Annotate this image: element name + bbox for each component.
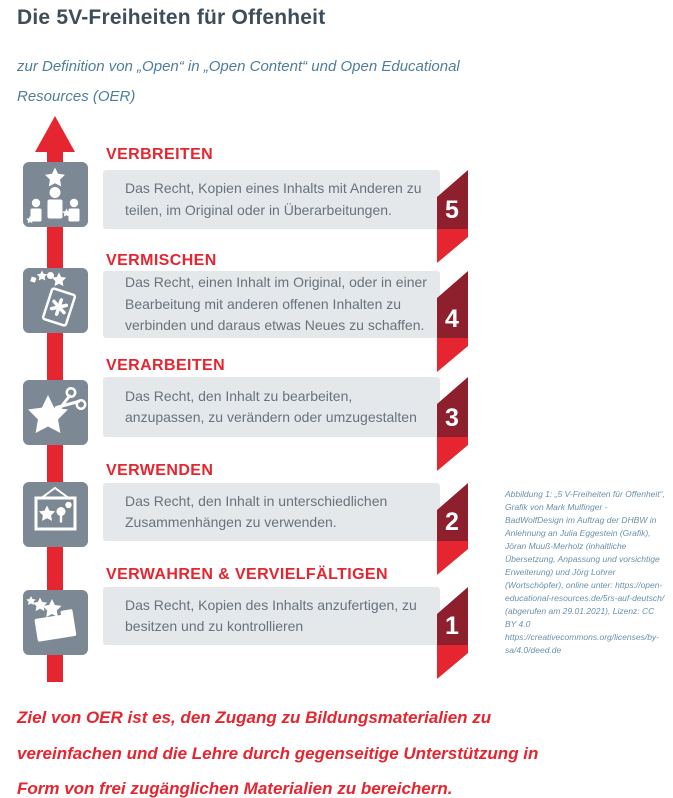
section-textbox bbox=[103, 587, 440, 645]
attribution-caption bbox=[505, 488, 667, 657]
section-text: Das Recht, Kopien des Inhalts anzufertigen, zu besitzen und zu kontrollieren bbox=[125, 596, 417, 634]
caption-text-1: Abbildung 1: „5 V-Freiheiten für Offenheit“, Grafik von Mark Mulfinger - BadWolfDesign im Auftrag der DHBW in Anlehnung an Julia Eggestein (Grafik), Jöran Muuß-Merholz (inhaltliche Übersetzung, Anpassung und vorsichtige Erweiterung) und Jörg Lohrer (Wortschöpfer), online unter: https://open-educational-resources.de/5rs-auf-deutsch/ bbox=[505, 489, 665, 603]
page-subtitle: zur Definition von „Open“ in „Open Content“ und Open Educational Resources (OER) bbox=[17, 58, 460, 105]
folder-stars-icon bbox=[23, 590, 88, 655]
number-ribbon bbox=[437, 271, 468, 372]
number-ribbon bbox=[437, 377, 468, 471]
people-sharing-star-icon bbox=[23, 162, 88, 227]
ribbon-number: 5 bbox=[445, 196, 459, 224]
number-ribbon bbox=[437, 170, 468, 263]
number-ribbon bbox=[437, 483, 468, 575]
scissors-star-icon bbox=[23, 380, 88, 445]
section-textbox bbox=[103, 170, 440, 229]
section-heading-vermischen: VERMISCHEN bbox=[106, 252, 217, 269]
mixing-document-icon bbox=[23, 268, 88, 333]
picture-frame-icon bbox=[23, 482, 88, 547]
section-heading-verbreiten: VERBREITEN bbox=[106, 146, 214, 163]
page-title: Die 5V-Freiheiten für Offenheit bbox=[17, 6, 326, 29]
up-arrow-head-icon bbox=[35, 116, 75, 152]
ribbon-number: 4 bbox=[445, 305, 459, 333]
ribbon-number: 2 bbox=[445, 508, 459, 536]
ribbon-number: 1 bbox=[445, 612, 459, 640]
number-ribbon bbox=[437, 587, 468, 679]
section-text: Das Recht, einen Inhalt im Original, oder in einer Bearbeitung mit anderen offenen Inhalten zu verbinden und daraus etwas Neues zu schaffen. bbox=[125, 274, 427, 334]
section-text: Das Recht, den Inhalt in unterschiedlichen Zusammenhängen zu verwenden. bbox=[125, 492, 388, 530]
section-text: Das Recht, den Inhalt zu bearbeiten, anzupassen, zu verändern oder umzugestalten bbox=[125, 387, 417, 425]
section-heading-verwenden: VERWENDEN bbox=[106, 462, 214, 479]
caption-text-2: (abgerufen am 29.01.2021), Lizenz: CC BY 4.0 https://creativecommons.org/licenses/by-sa/4.0/deed.de bbox=[505, 606, 660, 655]
section-heading-verarbeiten: VERARBEITEN bbox=[106, 357, 226, 374]
section-textbox bbox=[103, 377, 440, 437]
ribbon-number: 3 bbox=[445, 404, 459, 432]
oer-goal-statement: Ziel von OER ist es, den Zugang zu Bildungsmaterialien zu vereinfachen und die Lehre durch gegenseitige Unterstützung in Form von frei zugänglichen Materialien zu bereichern. bbox=[17, 708, 539, 798]
section-textbox bbox=[103, 271, 440, 338]
section-heading-verwahren: VERWAHREN & VERVIELFÄLTIGEN bbox=[106, 566, 388, 583]
section-textbox bbox=[103, 483, 440, 541]
section-text: Das Recht, Kopien eines Inhalts mit Anderen zu teilen, im Original oder in Überarbeitungen. bbox=[125, 180, 422, 218]
